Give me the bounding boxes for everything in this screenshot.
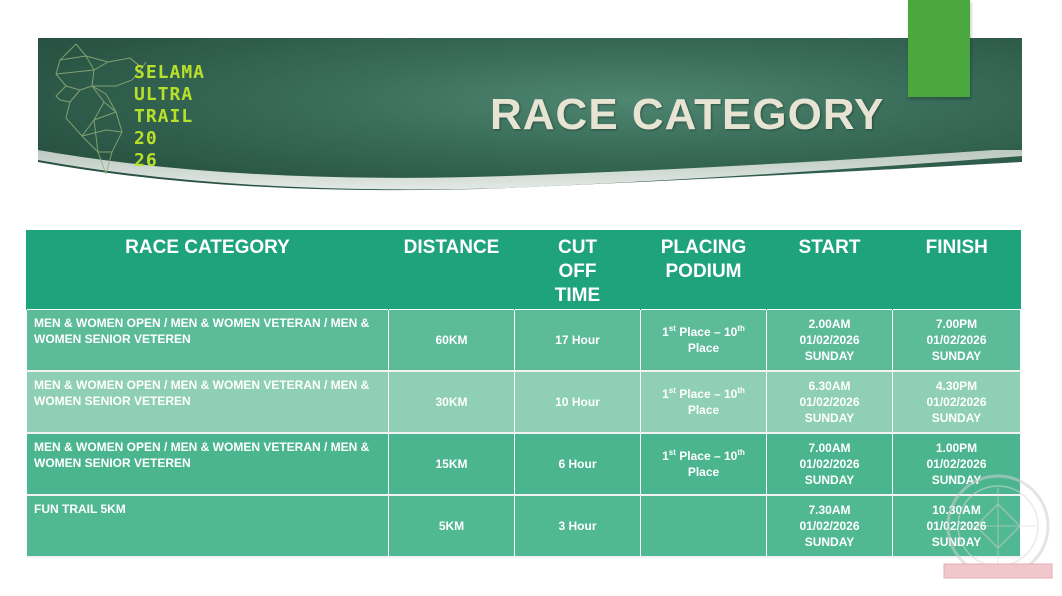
start-cell: 7.30AM 01/02/2026 SUNDAY — [767, 495, 893, 557]
category-cell: MEN & WOMEN OPEN / MEN & WOMEN VETERAN / MEN & WOMEN SENIOR VETEREN — [27, 371, 389, 433]
header-cut-off-time: CUT OFF TIME — [515, 230, 641, 310]
logo-line: 20 — [134, 128, 158, 149]
finish-cell: 1.00PM 01/02/2026 SUNDAY — [893, 433, 1021, 495]
table-row — [27, 433, 1021, 495]
distance-cell: 30KM — [389, 371, 515, 433]
category-cell: MEN & WOMEN OPEN / MEN & WOMEN VETERAN / MEN & WOMEN SENIOR VETEREN — [27, 433, 389, 495]
category-cell: FUN TRAIL 5KM — [27, 495, 389, 557]
cutoff-cell: 17 Hour — [515, 310, 641, 372]
cutoff-cell: 10 Hour — [515, 371, 641, 433]
table-header-row — [27, 230, 1021, 310]
logo-line: 26 — [134, 150, 158, 171]
distance-cell: 60KM — [389, 310, 515, 372]
finish-cell: 7.00PM 01/02/2026 SUNDAY — [893, 310, 1021, 372]
logo-line: TRAIL — [134, 106, 194, 127]
logo-wordmark — [134, 62, 205, 172]
accent-tab — [908, 0, 970, 97]
race-category-table — [26, 230, 1021, 558]
finish-cell: 10.30AM 01/02/2026 SUNDAY — [893, 495, 1021, 557]
logo-line: ULTRA — [134, 84, 194, 105]
header-distance: DISTANCE — [389, 230, 515, 310]
start-cell: 7.00AM 01/02/2026 SUNDAY — [767, 433, 893, 495]
header-race-category: RACE CATEGORY — [27, 230, 389, 310]
category-cell: MEN & WOMEN OPEN / MEN & WOMEN VETERAN / MEN & WOMEN SENIOR VETEREN — [27, 310, 389, 372]
distance-cell: 5KM — [389, 495, 515, 557]
distance-cell: 15KM — [389, 433, 515, 495]
start-cell: 2.00AM 01/02/2026 SUNDAY — [767, 310, 893, 372]
header-placing-podium: PLACING PODIUM — [641, 230, 767, 310]
page-title: RACE CATEGORY — [490, 90, 885, 139]
header-finish: FINISH — [893, 230, 1021, 310]
finish-cell: 4.30PM 01/02/2026 SUNDAY — [893, 371, 1021, 433]
watermark-stamp-icon — [936, 474, 1060, 590]
header-start: START — [767, 230, 893, 310]
cutoff-cell: 3 Hour — [515, 495, 641, 557]
podium-cell — [641, 495, 767, 557]
podium-cell: 1st Place – 10th Place — [641, 433, 767, 495]
cutoff-cell: 6 Hour — [515, 433, 641, 495]
podium-cell: 1st Place – 10th Place — [641, 371, 767, 433]
start-cell: 6.30AM 01/02/2026 SUNDAY — [767, 371, 893, 433]
table-row — [27, 371, 1021, 433]
table-row — [27, 310, 1021, 372]
logo-line: SELAMA — [134, 62, 206, 83]
podium-cell: 1st Place – 10th Place — [641, 310, 767, 372]
table-row — [27, 495, 1021, 557]
